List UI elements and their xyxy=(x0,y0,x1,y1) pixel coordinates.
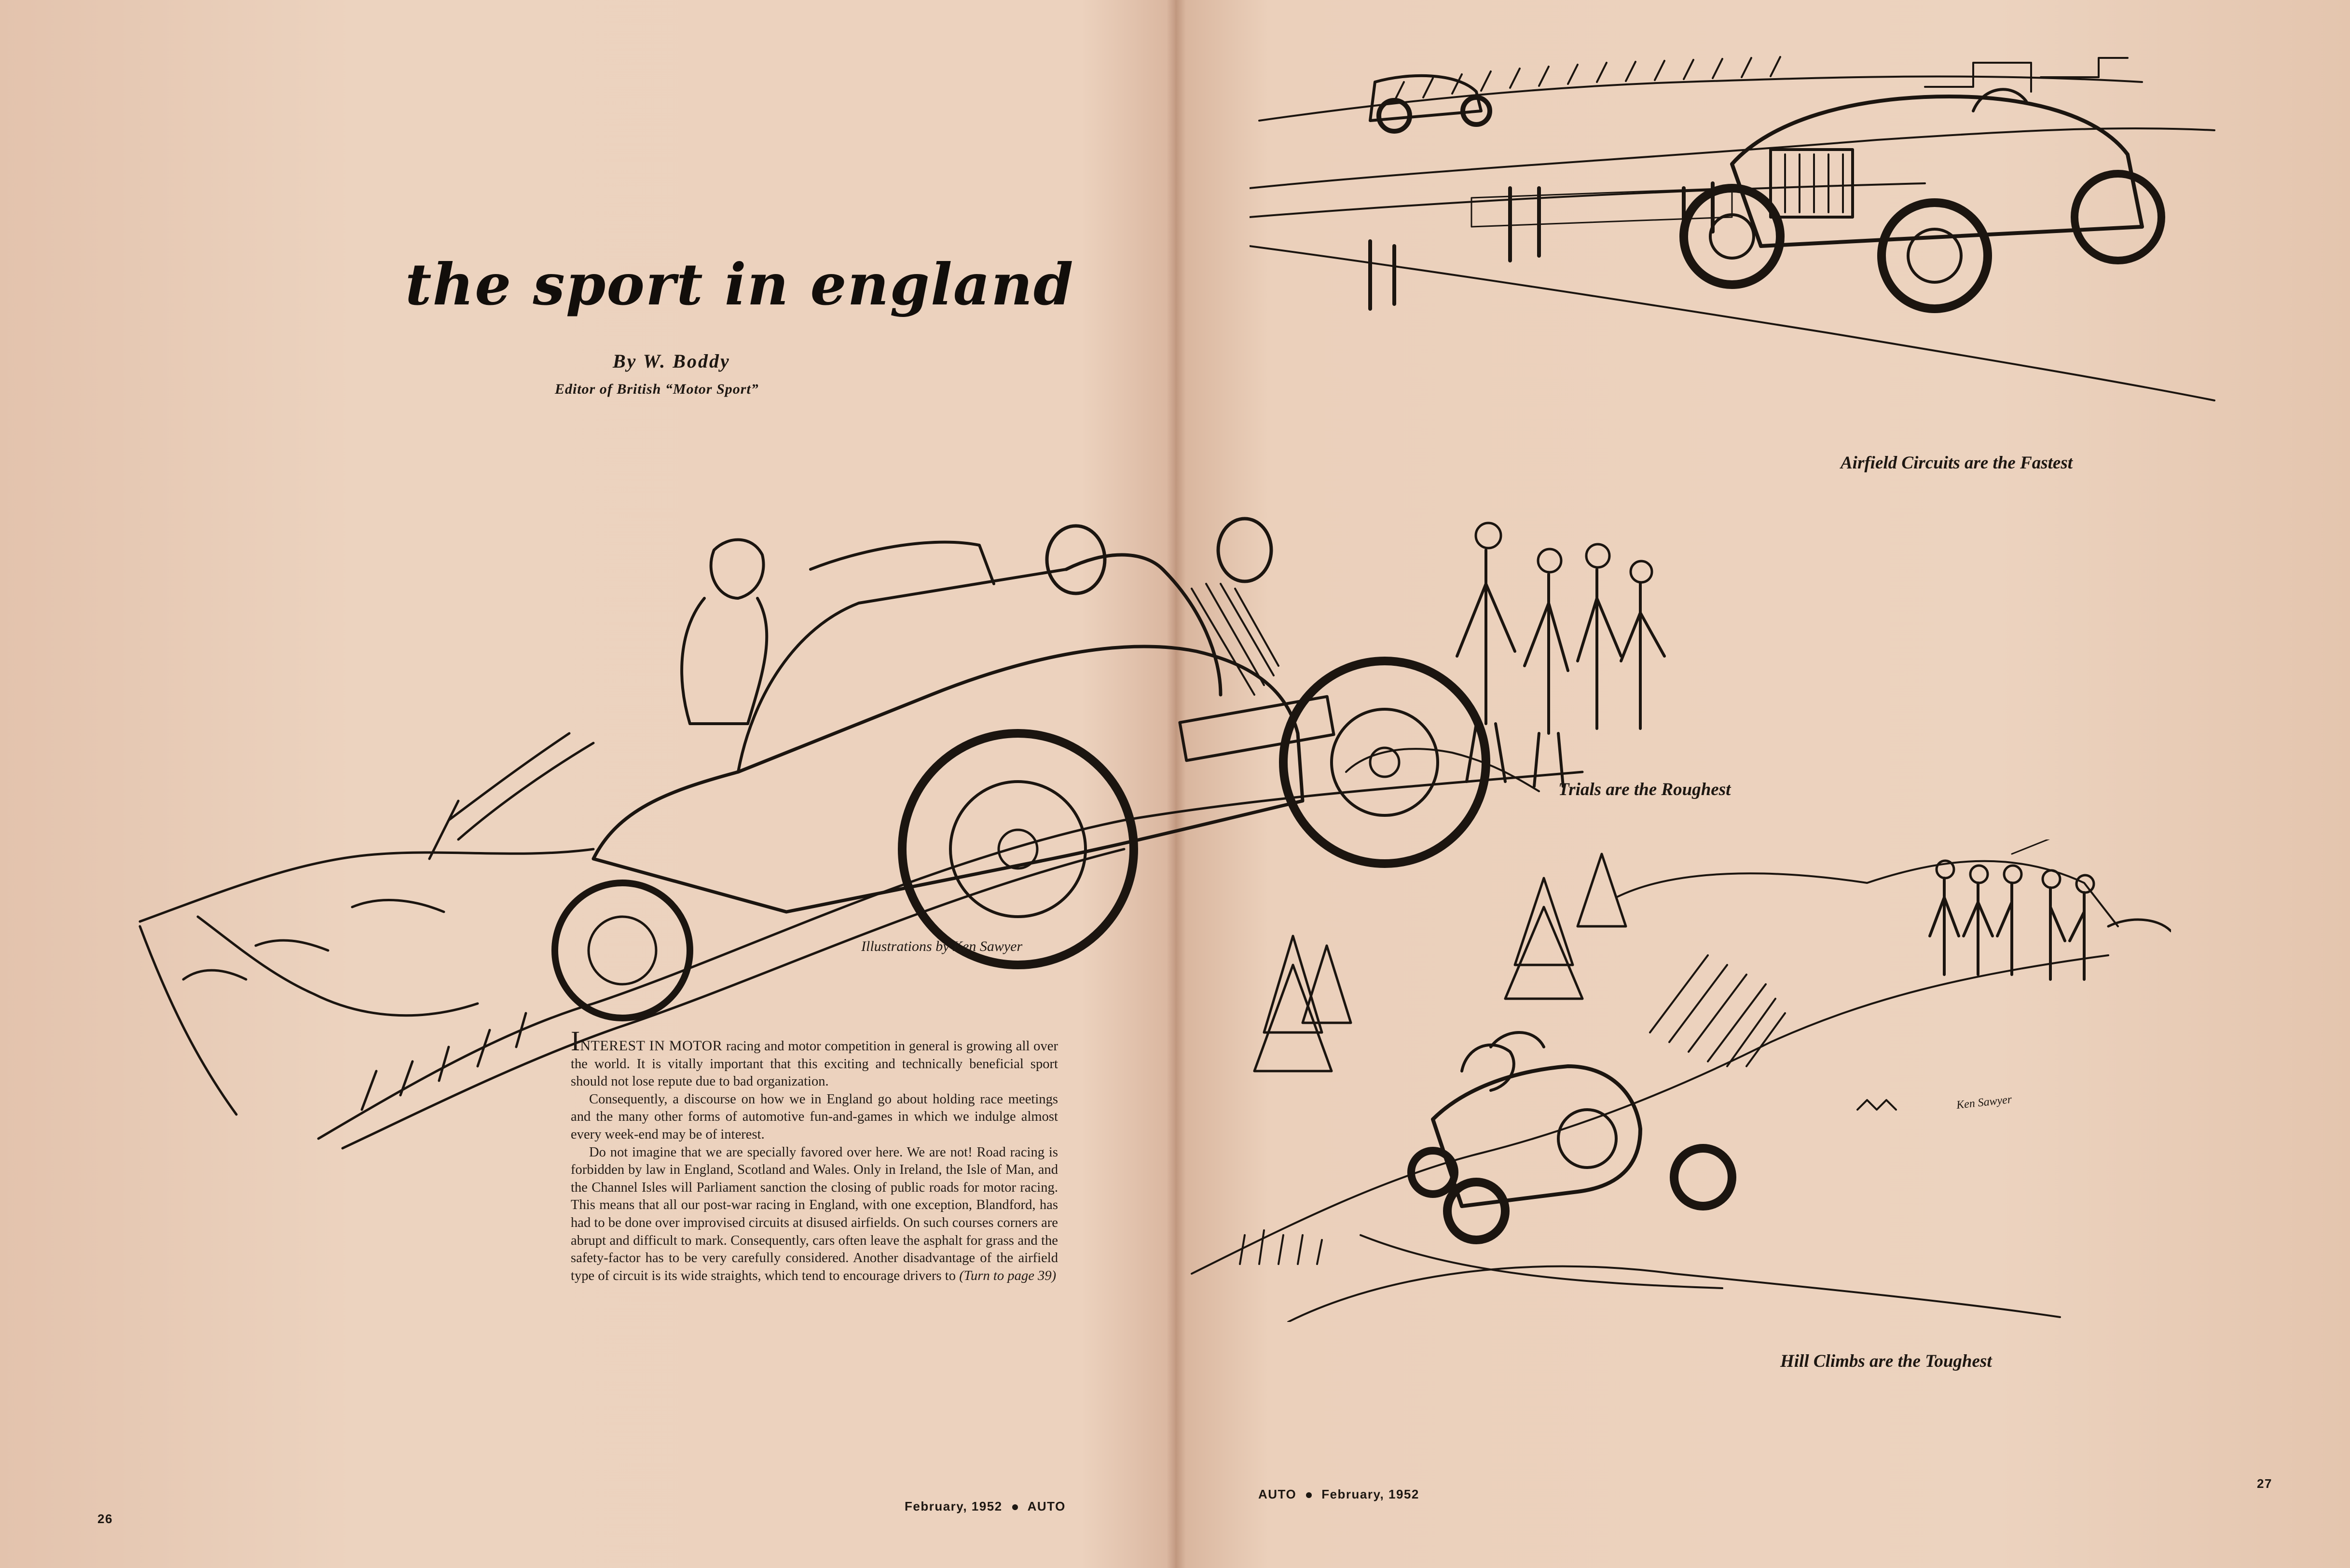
article-body xyxy=(571,1025,1058,1285)
paragraph-1 xyxy=(571,1025,1058,1091)
article-title: the sport in england xyxy=(405,251,1074,318)
page-number-left: 26 xyxy=(97,1512,113,1526)
drop-cap: I xyxy=(571,1025,580,1057)
airfield-race-illustration xyxy=(1250,43,2224,429)
caption-airfield: Airfield Circuits are the Fastest xyxy=(1841,453,2073,473)
footer-left xyxy=(905,1499,1066,1514)
bullet-icon xyxy=(1012,1504,1018,1510)
bullet-icon xyxy=(1306,1492,1312,1498)
caption-hill-climbs: Hill Climbs are the Toughest xyxy=(1780,1351,1992,1371)
paragraph-1-text: racing and motor competition in general is growing all over the world. It is vitally important that this exciting and technically beneficial sport should not lose repute due to bad organization. xyxy=(571,1039,1058,1089)
footer-magazine-left: AUTO xyxy=(1027,1499,1066,1513)
caption-trials: Trials are the Roughest xyxy=(1558,780,1731,799)
paragraph-3-text: Do not imagine that we are specially favored over here. We are not! Road racing is forbidden by law in England, Scotland and Wales. Only in Ireland, the Isle of Man, and the Channel Isles will Parliament sanction the closing of public roads for motor racing. This means that all our post-war racing in England, with one exception, Blandford, has had to be done over improvised circuits at disused airfields. On such courses corners are abrupt and difficult to mark. Consequently, cars often leave the asphalt for grass and the safety-factor has to be very carefully considered. Another disadvantage of the airfield type of circuit is its wide straights, which tend to encourage drivers to xyxy=(571,1144,1058,1283)
byline-subtitle: Editor of British “Motor Sport” xyxy=(555,381,759,397)
footer-date-left: February, 1952 xyxy=(905,1499,1003,1513)
lead-caps: NTEREST IN MOTOR xyxy=(580,1038,723,1054)
page-number-right: 27 xyxy=(2257,1476,2272,1491)
artist-signature: Ken Sawyer xyxy=(1955,1093,2013,1112)
hill-climb-illustration xyxy=(1095,839,2171,1322)
illustration-credit: Illustrations by Ken Sawyer xyxy=(861,938,1023,954)
footer-magazine-right: AUTO xyxy=(1258,1487,1297,1501)
footer-right xyxy=(1258,1487,1419,1502)
paragraph-3 xyxy=(571,1144,1058,1285)
continuation-note: (Turn to page 39) xyxy=(959,1268,1057,1283)
paragraph-2: Consequently, a discourse on how we in England go about holding race meetings and the many other forms of automotive fun-and-games in which we indulge almost every week-end may be of interest. xyxy=(571,1091,1058,1142)
footer-date-right: February, 1952 xyxy=(1321,1487,1419,1501)
byline: By W. Boddy xyxy=(613,350,730,372)
